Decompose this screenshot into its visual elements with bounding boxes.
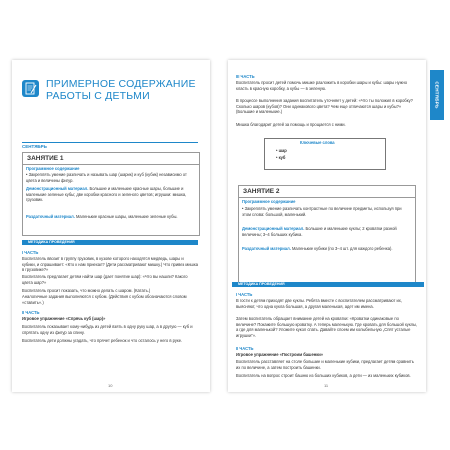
paragraph: Воспитатель на вопрос строит башню из больших кубиков, а дети — из маленьких кубиков. <box>236 373 411 378</box>
demo-material <box>242 226 410 237</box>
handout-label: Раздаточный материал. <box>26 214 75 219</box>
paragraph: Воспитатель дети должны угадать, что прячет ребенок и что осталось у него в руке. <box>22 338 183 343</box>
part-3-label: III ЧАСТЬ <box>236 74 255 79</box>
demo-text: Большие и маленькие красные шары, большие и маленькие зеленые кубы; две коробки красного и зеленого цветов; игрушки: мишка, грузовик. <box>26 186 187 203</box>
keywords-title: Ключевые слова <box>300 140 335 145</box>
program-label: Программное содержание <box>26 166 80 171</box>
keyword: • куб <box>276 155 286 160</box>
program-label: Программное содержание <box>242 199 296 204</box>
side-tab-label: СЕНТЯБРЬ <box>434 81 440 109</box>
handout-text: Маленькие красные шары, маленькие зеленые кубы. <box>74 214 178 219</box>
part-1-label: I ЧАСТЬ <box>236 292 253 297</box>
handout-material <box>26 214 194 220</box>
handout-material <box>242 246 410 252</box>
paragraph: Воспитатель ввозит в группу грузовик, в кузове которого находятся медведь, шары и кубики, и спрашивает: «Кто к нам приехал? (Дети рассматривают мишку.) Что привез мишка в грузовике?» <box>22 256 198 273</box>
paragraph: Воспитатель просит показать, что можно делать с шаром. (Катать.) <box>22 288 151 293</box>
method-band: МЕТОДИКА ПРОВЕДЕНИЯ <box>232 282 424 287</box>
section-label: СЕНТЯБРЬ <box>22 142 198 150</box>
page-header: ПРИМЕРНОЕ СОДЕРЖАНИЕ РАБОТЫ С ДЕТЬМИ <box>46 78 196 102</box>
demo-material <box>26 186 194 203</box>
right-page <box>228 60 426 392</box>
paragraph: Мишка благодарит детей за помощь и прощается с ними. <box>236 122 346 127</box>
left-page <box>12 60 210 392</box>
notebook-pen-icon <box>22 80 39 97</box>
handout-text: Маленькие кубики (по 3–4 шт. для каждого ребенка). <box>290 246 393 251</box>
part-1-label: I ЧАСТЬ <box>22 250 39 255</box>
paragraph: В процессе выполнения задания воспитатель уточняет у детей: «Что ты положил в коробку? Сколько шаров (кубов)? Они одинакового цвета? Чем еще отличаются шары и кубы?» (Большие и маленькие.) <box>236 98 413 115</box>
paragraph: Аналогичные задания выполняются с кубом. (Действия с кубом обозначаются словом «ставить».) <box>22 294 187 305</box>
part-2-label: II ЧАСТЬ <box>22 310 40 315</box>
game-title: Игровое упражнение «Построим башенки» <box>236 352 324 357</box>
page-number: 10 <box>108 383 113 388</box>
paragraph: Затем воспитатель обращает внимание детей на кроватки: «Кроватки одинаковые по величине? Покажите большую кроватку. А теперь маленькую. Где кровать для большой куклы, а где для маленькой? Уложите кукол спать. Давайте споем им колыбельную „Спят усталые игрушки“». <box>236 316 418 338</box>
side-tab <box>430 70 444 120</box>
paragraph: Воспитатель предлагает детям найти шар (дает понятие шар): «Что вы нашли? Какого цвета шар?» <box>22 274 188 285</box>
lesson-title: ЗАНЯТИЕ 1 <box>23 153 199 165</box>
game-title: Игровое упражнение «Спрячь куб (шар)» <box>22 316 106 321</box>
demo-label: Демонстрационный материал. <box>242 226 305 231</box>
lesson-title: ЗАНЯТИЕ 2 <box>239 186 415 198</box>
keyword: • шар <box>276 148 287 153</box>
paragraph: Воспитатель показывает кому-нибудь из детей взять в одну руку шар, а в другую — куб и спрятать одну из фигур за спину. <box>22 324 193 335</box>
demo-label: Демонстрационный материал. <box>26 186 89 191</box>
paragraph: Воспитатель просит детей помочь мишке разложить в коробки шары и кубы: шары нужно класть в красную коробку, а кубы — в зеленую. <box>236 80 408 91</box>
part-2-label: II ЧАСТЬ <box>236 346 254 351</box>
paragraph: Воспитатель расставляет на столе большие и маленькие кубики, предлагает детям сравнить их по величине, а затем построить башенки. <box>236 359 414 370</box>
handout-label: Раздаточный материал. <box>242 246 291 251</box>
program-text: • Закреплять умение различать контрастные по величине предметы, используя при этом слова: большой, маленький. <box>242 206 402 217</box>
paragraph: В гости к детям приходят две куклы. Ребята вместе с воспитателем рассматривают их, выясняют, что одна кукла большая, а другая маленькая, адет им имена. <box>236 298 402 309</box>
program-text: • Закреплять умение различать и называть шар (шарик) и куб (кубик) независимо от цвета и величины фигур. <box>26 172 187 183</box>
page-number: 11 <box>324 383 329 388</box>
demo-text: Большие и маленькие куклы; 2 кроватки разной величины; 3–4 больших кубика. <box>242 226 397 237</box>
method-band: МЕТОДИКА ПРОВЕДЕНИЯ <box>22 240 198 245</box>
